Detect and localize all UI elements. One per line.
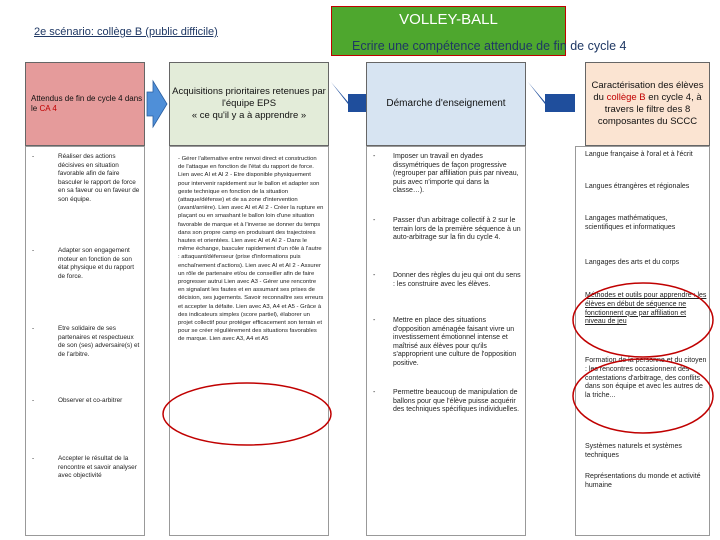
header-acquisitions-line1: Acquisitions prioritaires retenues par l'équipe EPS <box>172 86 326 109</box>
demarche-item: - Passer d'un arbitrage collectif à 2 sur le terrain lors de la première séquence à un auto-arbitrage sur la fin du cycle 4. <box>373 217 521 241</box>
page-title: VOLLEY-BALL <box>399 11 498 28</box>
scenario-label: 2e scénario: collège B (public difficile) <box>34 26 218 38</box>
attendu-item: - Adapter son engagement moteur en fonction de son état physique et du rapport de force. <box>32 247 135 280</box>
demarche-item: - Mettre en place des situations d'opposition aménagée faisant vivre un investissement émotionnel intense et maîtrisé aux élèves pour qu'ils s'approprient une culture de l'opposition positive. <box>373 317 517 367</box>
acquisitions-body: - Gérer l'alternative entre renvoi direct et construction de l'attaque en fonction de l'état du rapport de force. Lien avec AI et AI 2 - Etre disponible physiquement pour intervenir rapidement sur le ballon et adapter son geste technique en fonction de la situation (attaque/défense) et de sa zone d'intervention (avant/arrière). Lien avec AI et AI 2 - Créer la rupture en plaçant ou en smashant le ballon loin d'une situation favorable de marque et à l'inverse se donner du temps dans son propre camp en produisant des trajectoires hautes et orientées. Lien avec AI et AI 2 - Dans le même échange, basculer rapidement d'un rôle à l'autre : attaquant/défenseur (prise d'informations puis enchaînement d'actions). Lien avec AI et AI 2 - Assurer un rôle de partenaire et/ou de conseiller afin de faire progresser autrui Lien avec A3 - Gérer une rencontre en signalant les fautes et en assumant ses prises de décision, ses jugements. Savoir reconnaître ses erreurs et accepter la défaite. Lien avec A3, A4 et A5 - Grâce à des indicateurs simples (score partiel), élaborer un projet collectif pour protéger efficacement son terrain et pour se créer régulièrement des situations favorables de marque. Lien avec A3, A4 et A5 <box>178 156 324 343</box>
header-attendus-text: Attendus de fin de cycle 4 dans le <box>31 94 143 113</box>
highlight-circle-methodes <box>573 283 713 357</box>
header-acquisitions-line2: « ce qu'il y a à apprendre » <box>191 110 307 121</box>
header-demarche-text: Démarche d'enseignement <box>386 98 506 109</box>
highlight-circle-formation <box>573 359 713 433</box>
page-subtitle: Ecrire une compétence attendue de fin de cycle 4 <box>352 39 627 53</box>
attendu-item: - Etre solidaire de ses partenaires et respectueux de son (ses) adversaire(s) et de l'arbitre. <box>32 325 140 358</box>
caract-item-methodes: Méthodes et outils pour apprendre : les élèves en début de séquence ne fonctionnent que par affiliation et niveau de jeu <box>585 292 707 326</box>
demarche-item: - Donner des règles du jeu qui ont du sens : les construire avec les élèves. <box>373 272 521 288</box>
caract-item: Langue française à l'oral et à l'écrit <box>585 151 693 158</box>
header-caract-b: en cycle 4, à travers le filtre des 8 composantes du SCCC <box>597 92 702 127</box>
attendu-item: - Accepter le résultat de la rencontre et savoir analyser avec objectivité <box>32 455 137 480</box>
header-attendus-ca: CA 4 <box>39 104 57 113</box>
header-caract-college: collège B <box>606 92 646 103</box>
caract-item: Langages des arts et du corps <box>585 259 680 266</box>
demarche-item: - Permettre beaucoup de manipulation de ballons pour que l'élève puisse acquérir des techniques spécifiques individuelles. <box>373 389 520 413</box>
caract-item: Langues étrangères et régionales <box>585 183 690 190</box>
caract-item: Représentations du monde et activité humaine <box>585 473 701 489</box>
caract-item: Systèmes naturels et systèmes techniques <box>585 443 682 459</box>
caract-item: Langages mathématiques, scientifiques et informatiques <box>585 215 676 231</box>
arrow-left-icon <box>528 82 575 112</box>
attendu-item: - Observer et co-arbitrer <box>32 397 123 404</box>
header-caract-a: Caractérisation des élèves du <box>591 80 704 103</box>
caract-item-formation: Formation de la personne et du citoyen : les rencontres occasionnent des contestations d'arbitrage, des conflits dans son équipe et avec les autres de la triche... <box>585 357 707 400</box>
attendu-item: - Réaliser des actions décisives en situation favorable afin de faire basculer le rapport de force en sa faveur ou en faveur de son équipe. <box>32 153 140 203</box>
demarche-item: - Imposer un travail en dyades dissymétriques de façon progressive (regrouper par affiliation puis par niveau, puis avec n'importe qui dans la classe…). <box>373 153 519 194</box>
arrow-left-icon <box>331 82 366 112</box>
arrow-right-icon <box>147 81 167 127</box>
highlight-circle-acquisition <box>163 383 331 445</box>
